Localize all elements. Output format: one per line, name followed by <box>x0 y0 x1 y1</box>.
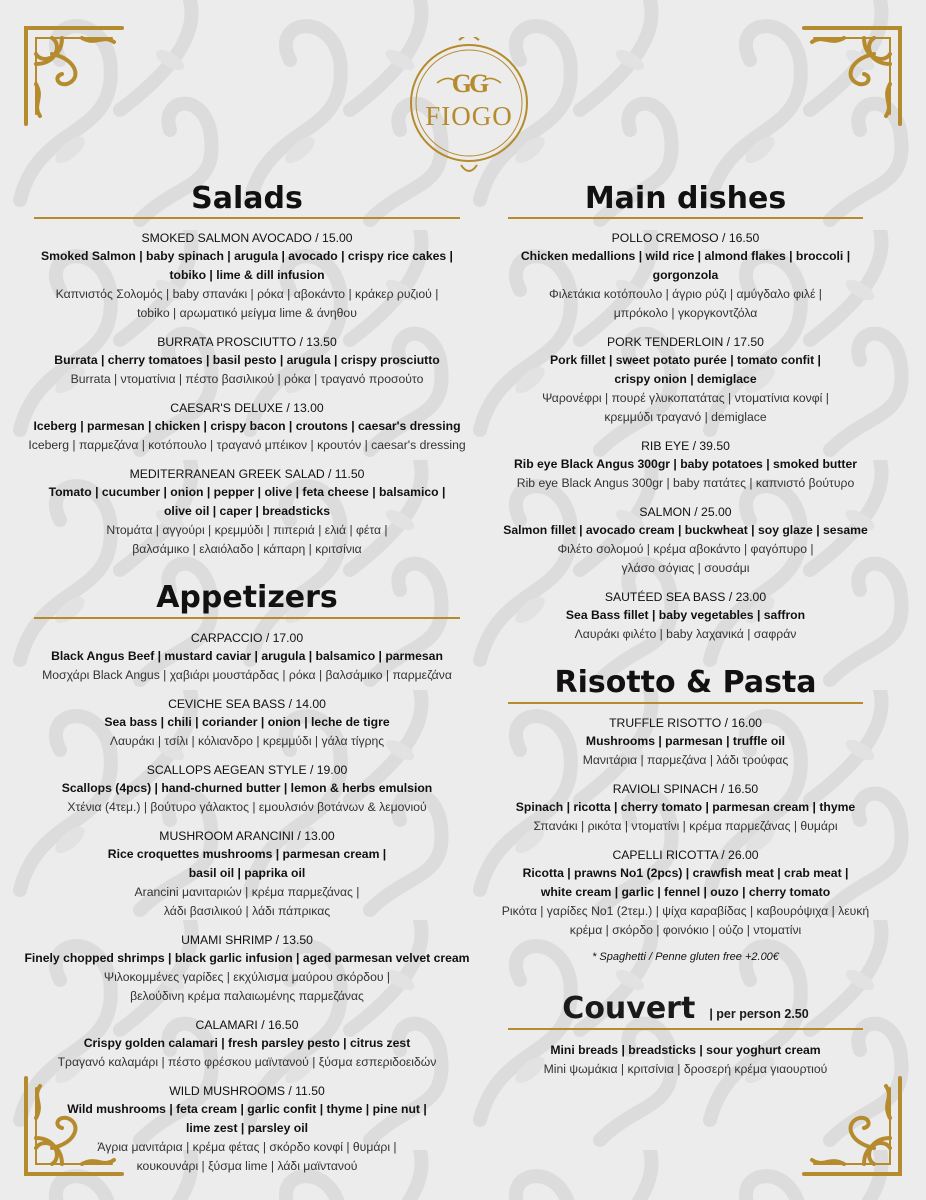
section-divider <box>508 702 863 704</box>
couvert-header <box>488 991 883 1026</box>
menu-item <box>488 230 883 323</box>
item-name-price: RIB EYE / 39.50 <box>641 439 730 453</box>
item-description-en: Chicken medallions | wild rice | almond flakes | broccoli | gorgonzola <box>520 249 851 282</box>
item-name-price: SAUTÉED SEA BASS / 23.00 <box>604 590 767 604</box>
item-description-en: Rice croquettes mushrooms | parmesan cream | <box>107 847 387 861</box>
appetizers-list <box>22 630 472 1176</box>
section-title-appetizers: Appetizers <box>156 580 338 615</box>
item-description-gr: κρεμμύδι τραγανό | demiglace <box>604 410 767 424</box>
restaurant-logo <box>403 37 535 177</box>
item-description-en: Tomato | cucumber | onion | pepper | olive | feta cheese | balsamico | <box>48 485 446 499</box>
item-name-price: TRUFFLE RISOTTO / 16.00 <box>609 716 762 730</box>
right-column <box>488 182 883 1079</box>
item-name-price: MEDITERRANEAN GREEK SALAD / 11.50 <box>129 467 365 481</box>
corner-ornament-icon <box>22 24 127 129</box>
item-name-price: CEVICHE SEA BASS / 14.00 <box>168 697 326 711</box>
risotto-pasta-list <box>488 715 883 940</box>
item-description-gr: Χτένια (4τεμ.) | βούτυρο γάλακτος | εμουλσιόν βοτάνων & λεμονιού <box>67 800 427 814</box>
menu-item <box>488 504 883 578</box>
item-description-en: Spinach | ricotta | cherry tomato | parmesan cream | thyme <box>515 800 856 814</box>
item-description-gr: Mini ψωμάκια | κριτσίνια | δροσερή κρέμα γιαουρτιού <box>543 1062 828 1076</box>
item-name-price: CALAMARI / 16.50 <box>195 1018 299 1032</box>
item-description-gr: Μοσχάρι Black Angus | χαβιάρι μουστάρδας | ρόκα | βαλσάμικο | παρμεζάνα <box>42 668 452 682</box>
item-description-gr: Burrata | ντοματίνια | πέστο βασιλικού | ρόκα | τραγανό προσούτο <box>70 372 424 386</box>
item-description-gr: Rib eye Black Angus 300gr | baby πατάτες | καπνιστό βούτυρο <box>516 476 855 490</box>
item-description-en: Rib eye Black Angus 300gr | baby potatoes | smoked butter <box>514 457 857 471</box>
item-description-en: white cream | garlic | fennel | ouzo | cherry tomato <box>540 885 831 899</box>
salads-list <box>22 230 472 559</box>
item-description-en: Sea Bass fillet | baby vegetables | saffron <box>565 608 806 622</box>
item-name-price: UMAMI SHRIMP / 13.50 <box>181 933 313 947</box>
menu-item <box>22 828 472 921</box>
section-divider <box>508 217 863 219</box>
menu-item <box>22 762 472 817</box>
item-description-en: Black Angus Beef | mustard caviar | arugula | balsamico | parmesan <box>51 649 443 663</box>
item-description-gr: Φιλέτο σολομού | κρέμα αβοκάντο | φαγόπυρο | <box>557 542 814 556</box>
section-title-risotto-pasta: Risotto & Pasta <box>554 665 817 700</box>
corner-ornament-icon <box>799 24 904 129</box>
item-description-en: Burrata | cherry tomatoes | basil pesto | arugula | crispy prosciutto <box>54 353 440 367</box>
section-title-salads: Salads <box>191 181 303 216</box>
gluten-free-note: * Spaghetti / Penne gluten free +2.00€ <box>592 951 779 963</box>
item-description-gr: Άγρια μανιτάρια | κρέμα φέτας | σκόρδο κονφί | θυμάρι | <box>97 1140 397 1154</box>
item-description-en: Smoked Salmon | baby spinach | arugula | avocado | crispy rice cakes | <box>41 249 453 263</box>
item-description-en: Pork fillet | sweet potato purée | tomato confit | <box>550 353 821 367</box>
item-description-en: Salmon fillet | avocado cream | buckwheat | soy glaze | sesame <box>503 523 868 537</box>
item-name-price: CAESAR'S DELUXE / 13.00 <box>170 401 324 415</box>
item-description-en: Mini breads | breadsticks | sour yoghurt cream <box>550 1043 821 1057</box>
item-description-gr: Ντομάτα | αγγούρι | κρεμμύδι | πιπεριά | ελιά | φέτα | <box>106 523 388 537</box>
item-description-gr: Καπνιστός Σολομός | baby σπανάκι | ρόκα | αβοκάντο | κράκερ ρυζιού | <box>55 287 439 301</box>
menu-item <box>488 438 883 493</box>
item-description-gr: Arancini μανιταριών | κρέμα παρμεζάνας | <box>134 885 360 899</box>
menu-item <box>22 932 472 1006</box>
menu-item <box>488 781 883 836</box>
item-description-gr: Λαυράκι | τσίλι | κόλιανδρο | κρεμμύδι | γάλα τίγρης <box>109 734 385 748</box>
section-title-main-dishes: Main dishes <box>584 181 787 216</box>
item-description-gr: Σπανάκι | ρικότα | ντοματίνι | κρέμα παρμεζάνας | θυμάρι <box>533 819 838 833</box>
item-name-price: MUSHROOM ARANCINI / 13.00 <box>159 829 335 843</box>
menu-item <box>22 630 472 685</box>
item-description-gr: λάδι βασιλικού | λάδι πάπρικας <box>163 904 331 918</box>
item-description-gr: βαλσάμικο | ελαιόλαδο | κάπαρη | κριτσίνια <box>132 542 362 556</box>
item-description-en: Iceberg | parmesan | chicken | crispy bacon | croutons | caesar's dressing <box>33 419 461 433</box>
item-description-gr: Ψιλοκομμένες γαρίδες | εκχύλισμα μαύρου σκόρδου | <box>103 970 391 984</box>
item-description-gr: κουκουνάρι | ξύσμα lime | λάδι μαϊντανού <box>136 1159 358 1173</box>
section-divider <box>34 617 460 619</box>
logo-monogram: GG <box>451 69 487 98</box>
item-name-price: SMOKED SALMON AVOCADO / 15.00 <box>141 231 353 245</box>
item-description-en: Ricotta | prawns No1 (2pcs) | crawfish meat | crab meat | <box>522 866 849 880</box>
menu-item <box>22 466 472 559</box>
menu-item <box>22 1083 472 1176</box>
menu-item <box>488 715 883 770</box>
item-description-gr: βελούδινη κρέμα παλαιωμένης παρμεζάνας <box>130 989 364 1003</box>
menu-item <box>488 589 883 644</box>
item-name-price: POLLO CREMOSO / 16.50 <box>611 231 760 245</box>
item-description-en: Crispy golden calamari | fresh parsley pesto | citrus zest <box>83 1036 411 1050</box>
item-description-gr: Φιλετάκια κοτόπουλο | άγριο ρύζι | αμύγδαλο φιλέ | <box>549 287 822 301</box>
main-dishes-list <box>488 230 883 644</box>
item-description-en: Sea bass | chili | coriander | onion | leche de tigre <box>104 715 390 729</box>
couvert-price: | per person 2.50 <box>709 1007 809 1021</box>
item-description-gr: tobiko | αρωματικό μείγμα lime & άνηθου <box>137 306 357 320</box>
item-description-en: lime zest | parsley oil <box>186 1121 308 1135</box>
item-description-en: Wild mushrooms | feta cream | garlic confit | thyme | pine nut | <box>67 1102 427 1116</box>
item-description-en: Mushrooms | parmesan | truffle oil <box>585 734 786 748</box>
menu-item <box>488 334 883 427</box>
item-name-price: RAVIOLI SPINACH / 16.50 <box>612 782 759 796</box>
section-divider <box>34 217 460 219</box>
section-title-couvert: Couvert <box>562 991 696 1026</box>
menu-item <box>22 696 472 751</box>
item-description-gr: μπρόκολο | γκοργκοντζόλα <box>613 306 758 320</box>
item-description-gr: κρέμα | σκόρδο | φοινόκιο | ούζο | ντοματίνι <box>569 923 802 937</box>
item-description-gr: Μανιτάρια | παρμεζάνα | λάδι τρούφας <box>582 753 789 767</box>
couvert-item <box>488 1041 883 1079</box>
item-name-price: CAPELLI RICOTTA / 26.00 <box>612 848 759 862</box>
item-description-gr: γλάσο σόγιας | σουσάμι <box>621 561 750 575</box>
item-description-gr: Ψαρονέφρι | πουρέ γλυκοπατάτας | ντοματίνια κονφί | <box>542 391 829 405</box>
item-description-en: Finely chopped shrimps | black garlic infusion | aged parmesan velvet cream <box>24 951 470 965</box>
item-name-price: SALMON / 25.00 <box>639 505 732 519</box>
section-divider <box>508 1028 863 1030</box>
menu-item <box>488 847 883 940</box>
item-description-en: Scallops (4pcs) | hand-churned butter | lemon & herbs emulsion <box>61 781 433 795</box>
item-name-price: CARPACCIO / 17.00 <box>190 631 304 645</box>
item-description-gr: Ρικότα | γαρίδες Νο1 (2τεμ.) | ψίχα καραβίδας | καβουρόψιχα | λευκή <box>501 904 870 918</box>
menu-item <box>22 400 472 455</box>
left-column <box>22 182 472 1176</box>
item-description-gr: Λαυράκι φιλέτο | baby λαχανικά | σαφράν <box>574 627 797 641</box>
menu-item <box>22 1017 472 1072</box>
item-description-gr: Τραγανό καλαμάρι | πέστο φρέσκου μαϊντανού | ξύσμα εσπεριδοειδών <box>57 1055 437 1069</box>
logo-wordmark: FIOGO <box>425 101 513 131</box>
item-name-price: WILD MUSHROOMS / 11.50 <box>169 1084 325 1098</box>
item-name-price: BURRATA PROSCIUTTO / 13.50 <box>157 335 337 349</box>
item-description-gr: Iceberg | παρμεζάνα | κοτόπουλο | τραγανό μπέικον | κρουτόν | caesar's dressing <box>28 438 466 452</box>
item-description-en: olive oil | caper | breadsticks <box>163 504 330 518</box>
item-name-price: PORK TENDERLOIN / 17.50 <box>607 335 764 349</box>
corner-ornament-icon <box>799 1073 904 1178</box>
item-name-price: SCALLOPS AEGEAN STYLE / 19.00 <box>146 763 348 777</box>
item-description-en: basil oil | paprika oil <box>188 866 306 880</box>
menu-item <box>22 230 472 323</box>
item-description-en: crispy onion | demiglace <box>614 372 757 386</box>
menu-item <box>22 334 472 389</box>
item-description-en: tobiko | lime & dill infusion <box>169 268 325 282</box>
